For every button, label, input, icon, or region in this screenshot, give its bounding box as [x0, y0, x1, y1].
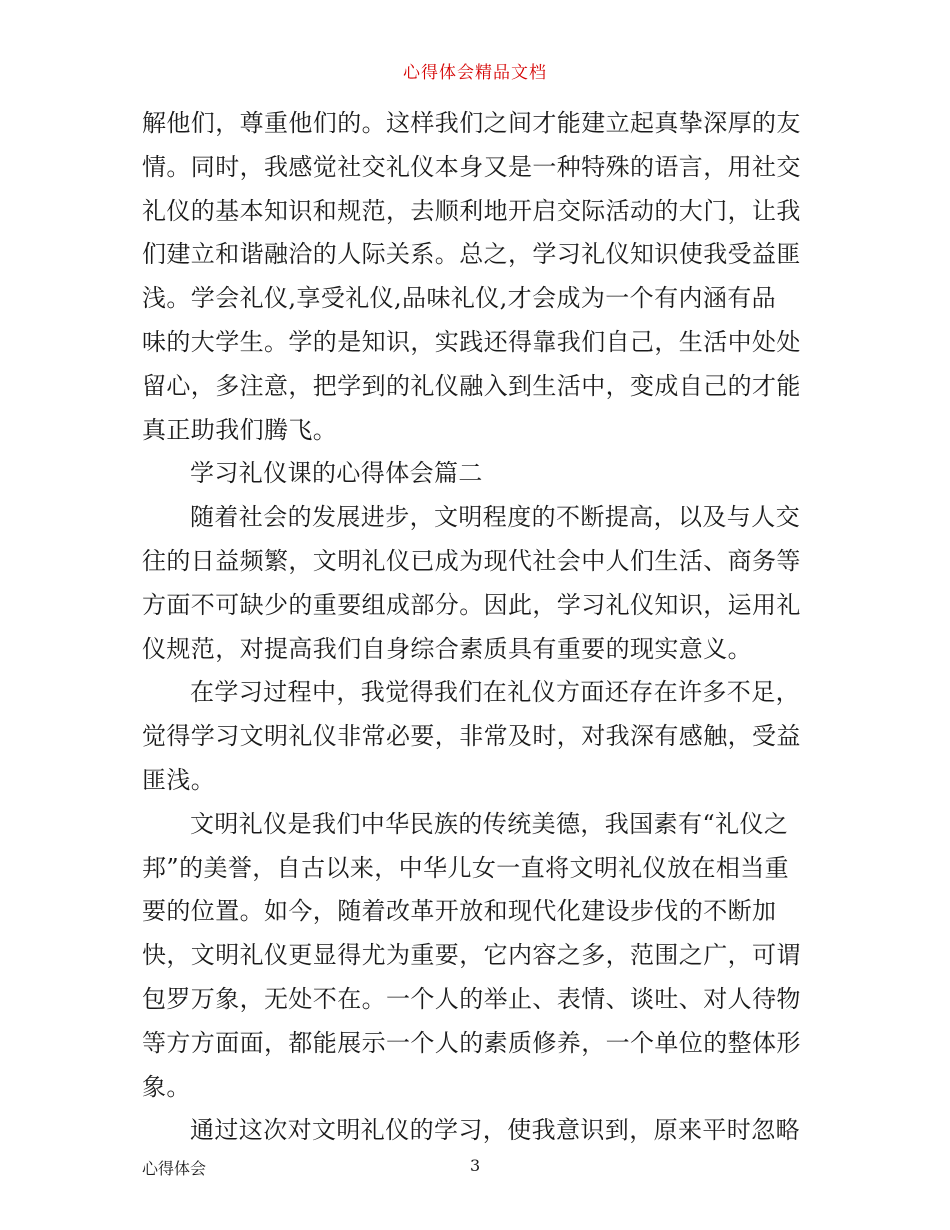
body-line: 匪浅。	[142, 765, 216, 794]
body-line: 留心，多注意，把学到的礼仪融入到生活中，变成自己的才能	[142, 371, 801, 400]
document-body	[142, 102, 814, 1153]
footer-label: 心得体会	[142, 1159, 207, 1178]
body-line: 味的大学生。学的是知识，实践还得靠我们自己，生活中处处	[142, 327, 801, 356]
body-line: 浅。学会礼仪,享受礼仪,品味礼仪,才会成为一个有内涵有品	[142, 284, 777, 313]
paragraph-first-line: 文明礼仪是我们中华民族的传统美德，我国素有“礼仪之	[190, 809, 789, 838]
body-line: 们建立和谐融洽的人际关系。总之，学习礼仪知识使我受益匪	[142, 240, 801, 269]
body-line: 解他们，尊重他们的。这样我们之间才能建立起真挚深厚的友	[142, 109, 801, 137]
body-line: 仪规范，对提高我们自身综合素质具有重要的现实意义。	[142, 634, 752, 663]
paragraph-first-line: 通过这次对文明礼仪的学习，使我意识到，原来平时忽略	[190, 1116, 800, 1145]
paragraph-first-line: 在学习过程中，我觉得我们在礼仪方面还存在许多不足，	[190, 678, 800, 707]
body-line: 快，文明礼仪更显得尤为重要，它内容之多，范围之广，可谓	[142, 941, 801, 970]
body-line: 礼仪的基本知识和规范，去顺利地开启交际活动的大门，让我	[142, 196, 801, 225]
body-line: 象。	[142, 1072, 191, 1101]
body-line: 等方方面面，都能展示一个人的素质修养，一个单位的整体形	[142, 1028, 801, 1057]
paragraph-first-line: 随着社会的发展进步，文明程度的不断提高，以及与人交	[190, 503, 800, 532]
body-line: 真正助我们腾飞。	[142, 415, 338, 444]
body-line: 觉得学习文明礼仪非常必要，非常及时，对我深有感触，受益	[142, 722, 801, 751]
section-heading: 学习礼仪课的心得体会篇二	[190, 459, 483, 488]
body-line: 包罗万象，无处不在。一个人的举止、表情、谈吐、对人待物	[142, 984, 801, 1013]
body-line: 邦”的美誉，自古以来，中华儿女一直将文明礼仪放在相当重	[142, 853, 790, 882]
body-line: 要的位置。如今，随着改革开放和现代化建设步伐的不断加	[142, 897, 777, 926]
body-line: 方面不可缺少的重要组成部分。因此，学习礼仪知识，运用礼	[142, 590, 801, 619]
body-line: 情。同时，我感觉社交礼仪本身又是一种特殊的语言，用社交	[142, 152, 801, 181]
page-number: 3	[470, 1156, 481, 1175]
document-header-title: 心得体会精品文档	[403, 63, 547, 83]
body-line: 往的日益频繁，文明礼仪已成为现代社会中人们生活、商务等	[142, 546, 801, 575]
